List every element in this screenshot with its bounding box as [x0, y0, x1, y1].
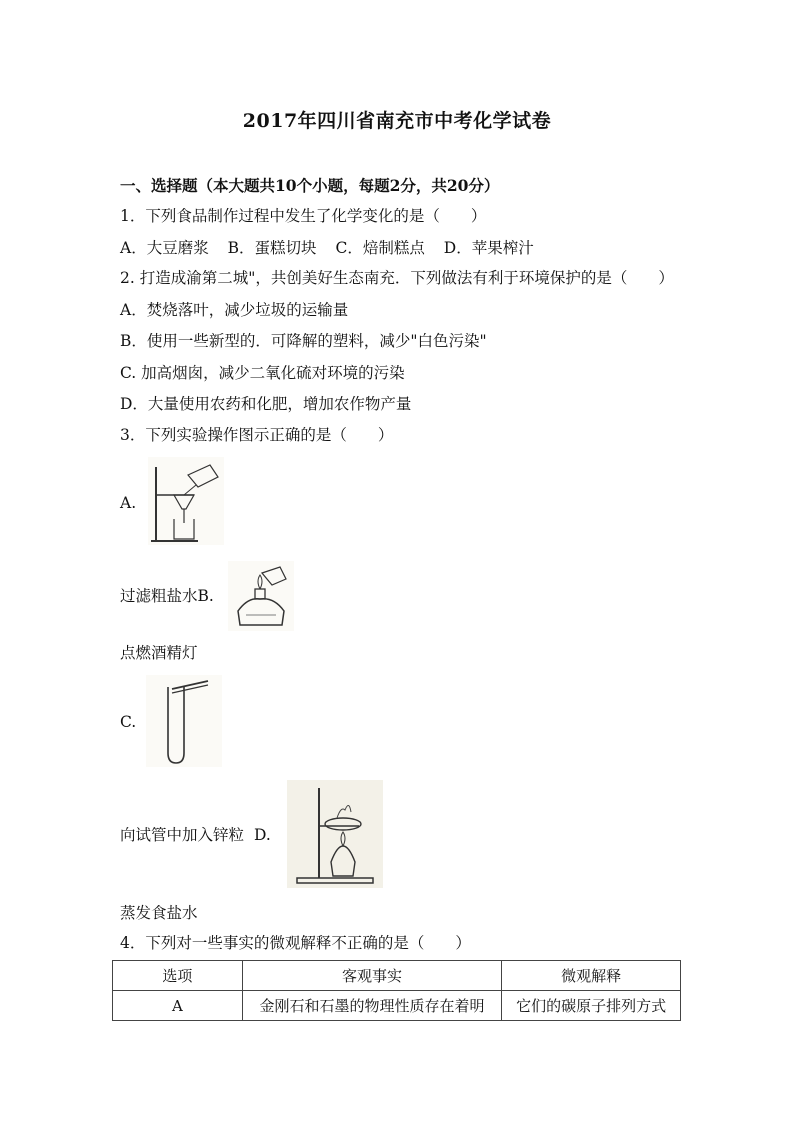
q1-option-b: B．蛋糕切块 [227, 239, 317, 257]
table-header-row [113, 961, 681, 991]
test-tube-icon [146, 675, 222, 767]
alcohol-lamp-figure [228, 561, 294, 631]
filtration-apparatus-icon [148, 457, 224, 545]
q1-options [120, 238, 534, 258]
q4-stem: 4．下列对一些事实的微观解释不正确的是（ ） [120, 934, 471, 952]
q1-option-d: D．苹果榨汁 [443, 239, 534, 257]
q2-option-c: C. 加高烟囱，减少二氧化硫对环境的污染 [120, 364, 405, 382]
row-a-explanation: 它们的碳原子排列方式 [502, 991, 681, 1021]
q2-stem: 2. 打造成渝第二城"，共创美好生态南充．下列做法有利于环境保护的是（ ） [120, 269, 674, 287]
q3-b-label: B. [197, 587, 214, 605]
filtration-figure [148, 457, 224, 545]
q3-d-caption: 蒸发食盐水 [120, 904, 198, 922]
header-explanation: 微观解释 [502, 961, 681, 991]
q3-d-label: D. [254, 826, 271, 844]
q3-c-caption: 向试管中加入锌粒 [120, 826, 245, 844]
q3-stem: 3．下列实验操作图示正确的是（ ） [120, 426, 394, 444]
q3-a-label: A. [120, 494, 137, 512]
q1-option-a: A．大豆磨浆 [120, 239, 209, 257]
q3-a-caption: 过滤粗盐水 [120, 587, 198, 605]
q3-c-label: C. [120, 713, 137, 731]
row-a-fact: 金刚石和石墨的物理性质存在着明 [242, 991, 502, 1021]
q3-b-caption: 点燃酒精灯 [120, 644, 198, 662]
header-fact: 客观事实 [242, 961, 502, 991]
q3-c-caption-d-label [120, 825, 271, 845]
q3-a-caption-b-label [120, 586, 214, 606]
evaporation-apparatus-icon [287, 780, 383, 888]
alcohol-lamp-icon [228, 561, 294, 631]
table-row [113, 991, 681, 1021]
section-heading: 一、选择题（本大题共10个小题，每题2分，共20分） [120, 176, 500, 195]
q2-option-d: D．大量使用农药和化肥，增加农作物产量 [120, 395, 412, 413]
test-tube-figure [146, 675, 222, 767]
q2-option-b: B．使用一些新型的．可降解的塑料，减少"白色污染" [120, 332, 487, 350]
q2-option-a: A．焚烧落叶，减少垃圾的运输量 [120, 301, 349, 319]
header-option: 选项 [113, 961, 243, 991]
q1-option-c: C．焙制糕点 [335, 239, 425, 257]
evaporation-figure [287, 780, 383, 888]
q1-stem: 1．下列食品制作过程中发生了化学变化的是（ ） [120, 207, 487, 225]
exam-title: 2017年四川省南充市中考化学试卷 [242, 110, 552, 132]
q4-table [112, 960, 681, 1021]
row-a-option: A [113, 991, 243, 1021]
